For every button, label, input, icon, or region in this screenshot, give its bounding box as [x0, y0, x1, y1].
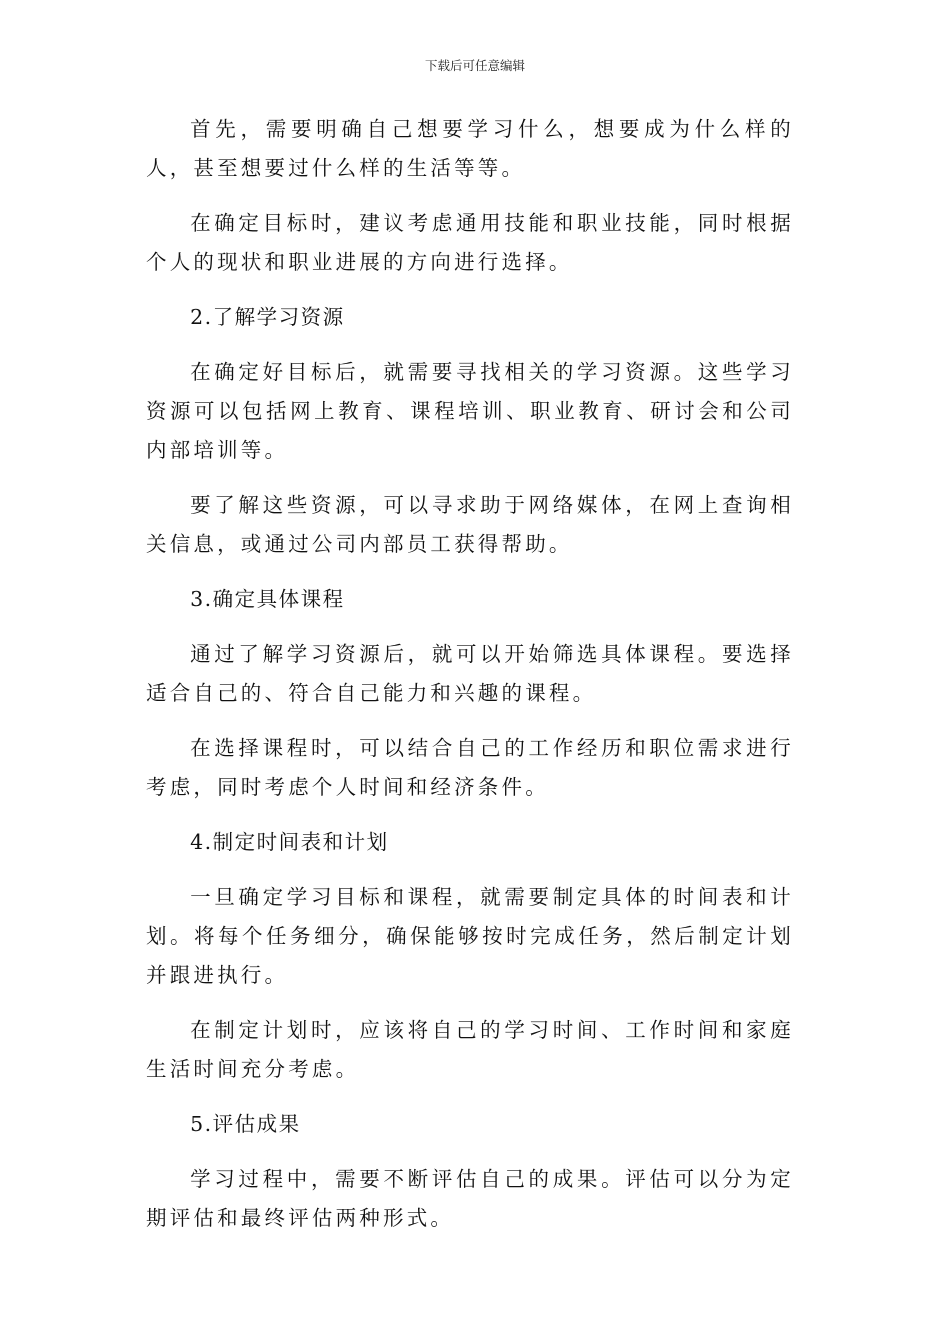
section-heading: 2.了解学习资源 [190, 305, 345, 329]
paragraph: 一旦确定学习目标和课程，就需要制定具体的时间表和计划。将每个任务细分，确保能够按时完成任务，然后制定计划并跟进执行。 [146, 885, 794, 987]
section-heading: 5.评估成果 [190, 1112, 301, 1136]
section-heading: 4.制定时间表和计划 [190, 830, 389, 854]
paragraph: 在确定目标时，建议考虑通用技能和职业技能，同时根据个人的现状和职业进展的方向进行选择。 [146, 211, 794, 274]
document-body [146, 110, 794, 1254]
paragraph: 在确定好目标后，就需要寻找相关的学习资源。这些学习资源可以包括网上教育、课程培训、职业教育、研讨会和公司内部培训等。 [146, 360, 794, 462]
paragraph: 要了解这些资源，可以寻求助于网络媒体，在网上查询相关信息，或通过公司内部员工获得帮助。 [146, 493, 794, 556]
page-header: 下载后可任意编辑 [424, 58, 525, 73]
paragraph: 在制定计划时，应该将自己的学习时间、工作时间和家庭生活时间充分考虑。 [146, 1018, 794, 1081]
paragraph: 在选择课程时，可以结合自己的工作经历和职位需求进行考虑，同时考虑个人时间和经济条件。 [146, 736, 794, 799]
paragraph: 通过了解学习资源后，就可以开始筛选具体课程。要选择适合自己的、符合自己能力和兴趣的课程。 [146, 642, 794, 705]
section-heading: 3.确定具体课程 [190, 587, 345, 611]
paragraph: 首先，需要明确自己想要学习什么，想要成为什么样的人，甚至想要过什么样的生活等等。 [146, 117, 794, 180]
paragraph: 学习过程中，需要不断评估自己的成果。评估可以分为定期评估和最终评估两种形式。 [146, 1167, 794, 1230]
